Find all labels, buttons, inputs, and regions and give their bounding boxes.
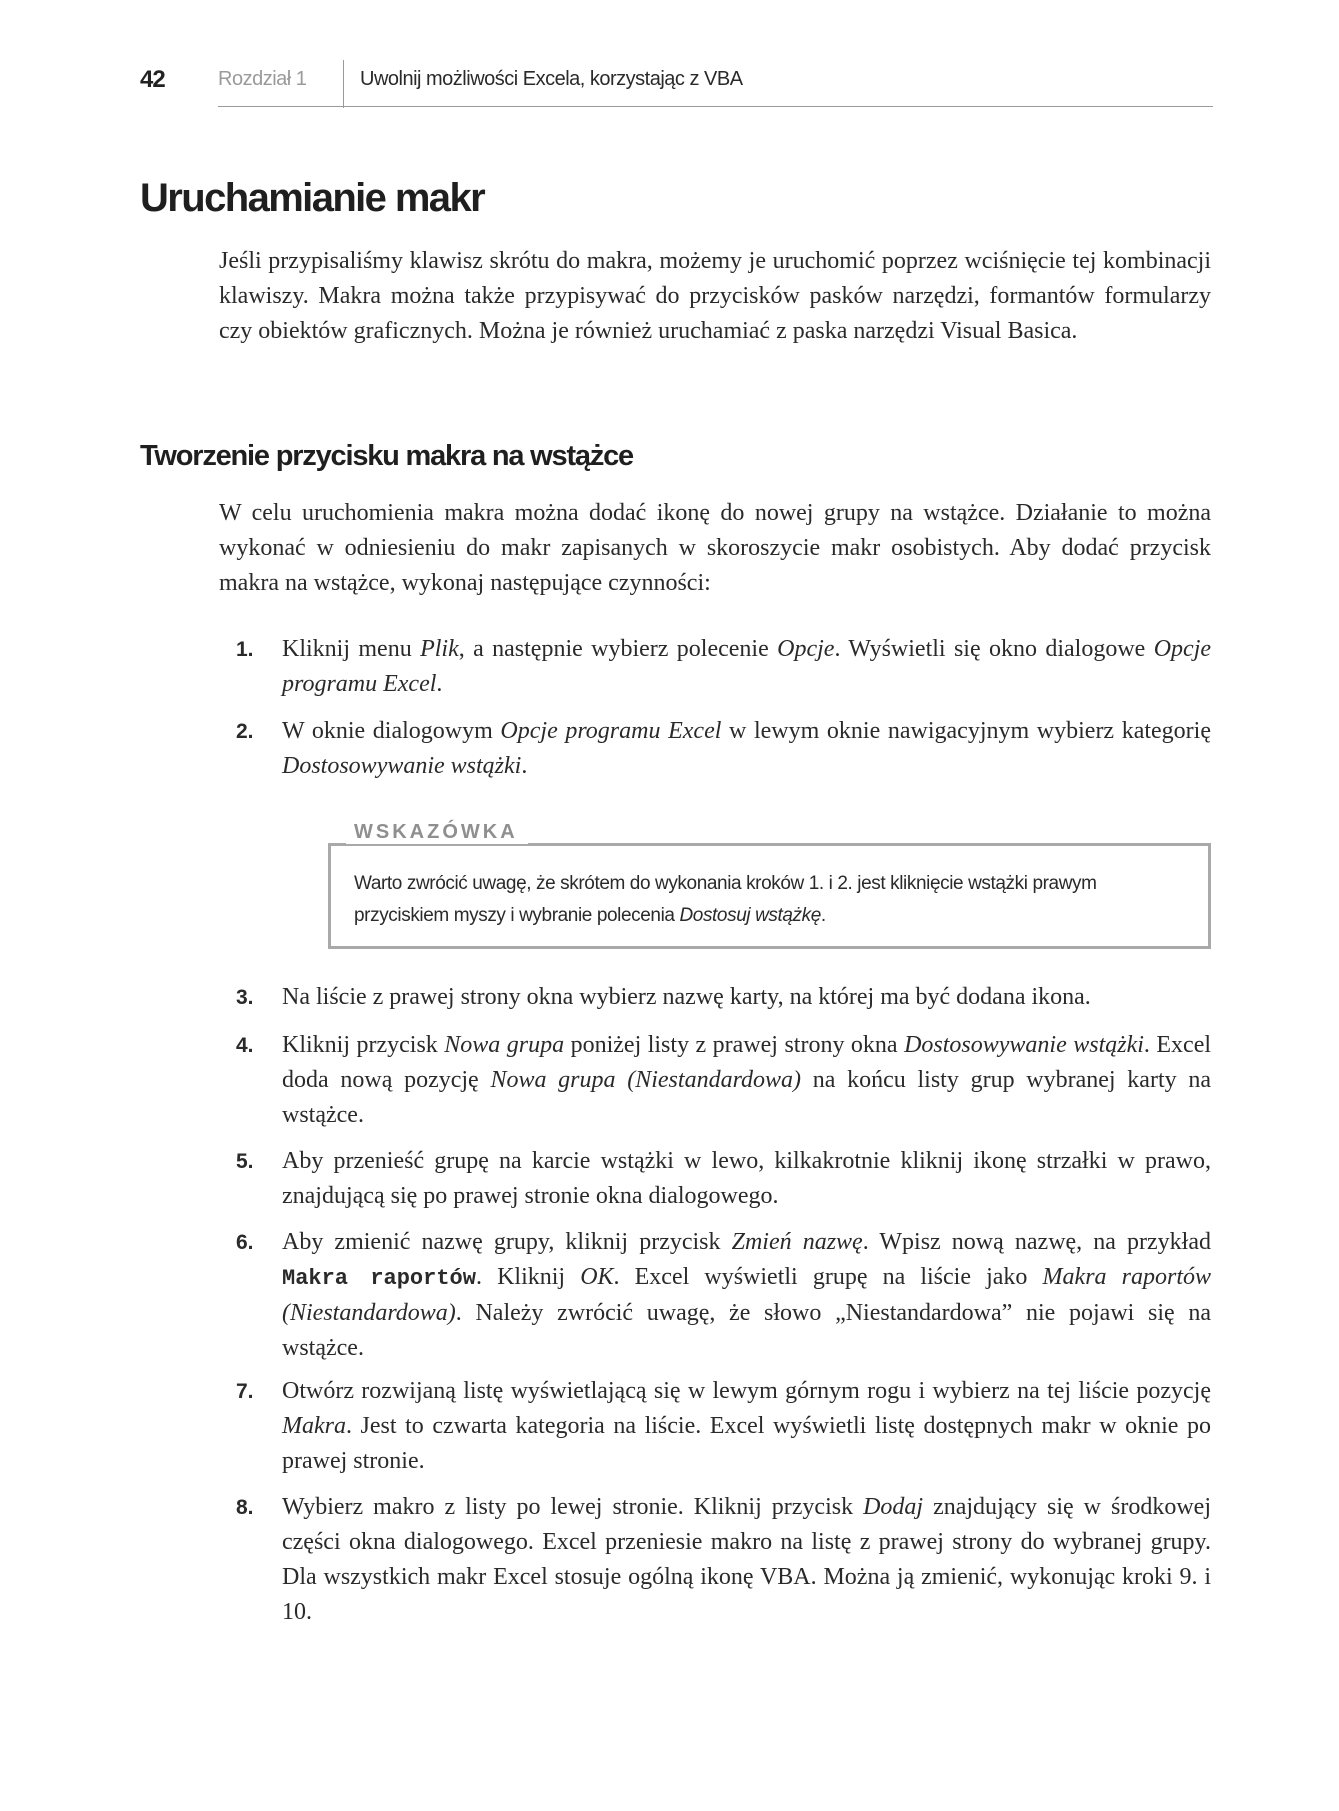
step-number: 4. (236, 1034, 254, 1057)
section-title: Uruchamianie makr (140, 176, 485, 220)
subsection-paragraph: W celu uruchomienia makra można dodać ikonę do nowej grupy na wstążce. Działanie to można wykonać w odniesieniu do makr zapisanych w skoroszycie makr osobistych. Aby dodać przycisk makra na wstążce, wykonaj następujące czynności: (219, 500, 1211, 596)
tip-text: Warto zwrócić uwagę, że skrótem do wykonania kroków 1. i 2. jest kliknięcie wstążki prawym przyciskiem myszy i wybranie polecenia Dostosuj wstążkę. (354, 873, 1097, 926)
step-text: Kliknij przycisk Nowa grupa poniżej listy z prawej strony okna Dostosowywanie wstążki. Excel doda nową pozycję Nowa grupa (Niestandardowa) na końcu listy grup wybranej karty na wstążce. (282, 1032, 1212, 1128)
step-number: 1. (236, 638, 254, 661)
header-divider (343, 60, 344, 108)
step-number: 2. (236, 720, 254, 743)
tip-label: WSKAZÓWKA (354, 821, 518, 843)
step-text: Otwórz rozwijaną listę wyświetlającą się w lewym górnym rogu i wybierz na tej liście pozycję Makra. Jest to czwarta kategoria na liście. Excel wyświetli listę dostępnych makr w oknie po prawej stronie. (282, 1378, 1211, 1474)
page-number: 42 (140, 66, 165, 93)
book-title: Uwolnij możliwości Excela, korzystając z VBA (360, 68, 743, 90)
section-paragraph: Jeśli przypisaliśmy klawisz skrótu do makra, możemy je uruchomić poprzez wciśnięcie tej kombinacji klawiszy. Makra można także przypisywać do przycisków pasków narzędzi, formantów formularzy czy obiektów graficznych. Można je również uruchamiać z paska narzędzi Visual Basica. (219, 248, 1211, 344)
chapter-label: Rozdział 1 (218, 68, 307, 90)
step-text: Na liście z prawej strony okna wybierz nazwę karty, na której ma być dodana ikona. (282, 984, 1091, 1010)
tip-label-wrap (346, 821, 528, 844)
step-number: 3. (236, 986, 254, 1009)
step-number: 8. (236, 1496, 254, 1519)
step-text: W oknie dialogowym Opcje programu Excel w lewym oknie nawigacyjnym wybierz kategorię Dostosowywanie wstążki. (282, 718, 1211, 779)
step-text: Kliknij menu Plik, a następnie wybierz polecenie Opcje. Wyświetli się okno dialogowe Opcje programu Excel. (282, 636, 1212, 697)
step-number: 6. (236, 1231, 254, 1254)
header-rule (218, 106, 1213, 107)
running-header (140, 64, 1213, 108)
subsection-title: Tworzenie przycisku makra na wstążce (140, 440, 633, 472)
step-text: Aby przenieść grupę na karcie wstążki w lewo, kilkakrotnie kliknij ikonę strzałki w prawo, znajdującą się po prawej stronie okna dialogowego. (282, 1148, 1211, 1209)
step-text: Wybierz makro z listy po lewej stronie. Kliknij przycisk Dodaj znajdujący się w środkowej części okna dialogowego. Excel przeniesie makro na listę z prawej strony do wybranej grupy. Dla wszystkich makr Excel stosuje ogólną ikonę VBA. Można ją zmienić, wykonując kroki 9. i 10. (282, 1494, 1211, 1625)
step-number: 7. (236, 1380, 254, 1403)
step-text: Aby zmienić nazwę grupy, kliknij przycisk Zmień nazwę. Wpisz nową nazwę, na przykład Makra raportów. Kliknij OK. Excel wyświetli grupę na liście jako Makra raportów (Niestandardowa). Należy zwrócić uwagę, że słowo „Niestandardowa” nie pojawi się na wstążce. (282, 1229, 1211, 1361)
step-number: 5. (236, 1150, 254, 1173)
